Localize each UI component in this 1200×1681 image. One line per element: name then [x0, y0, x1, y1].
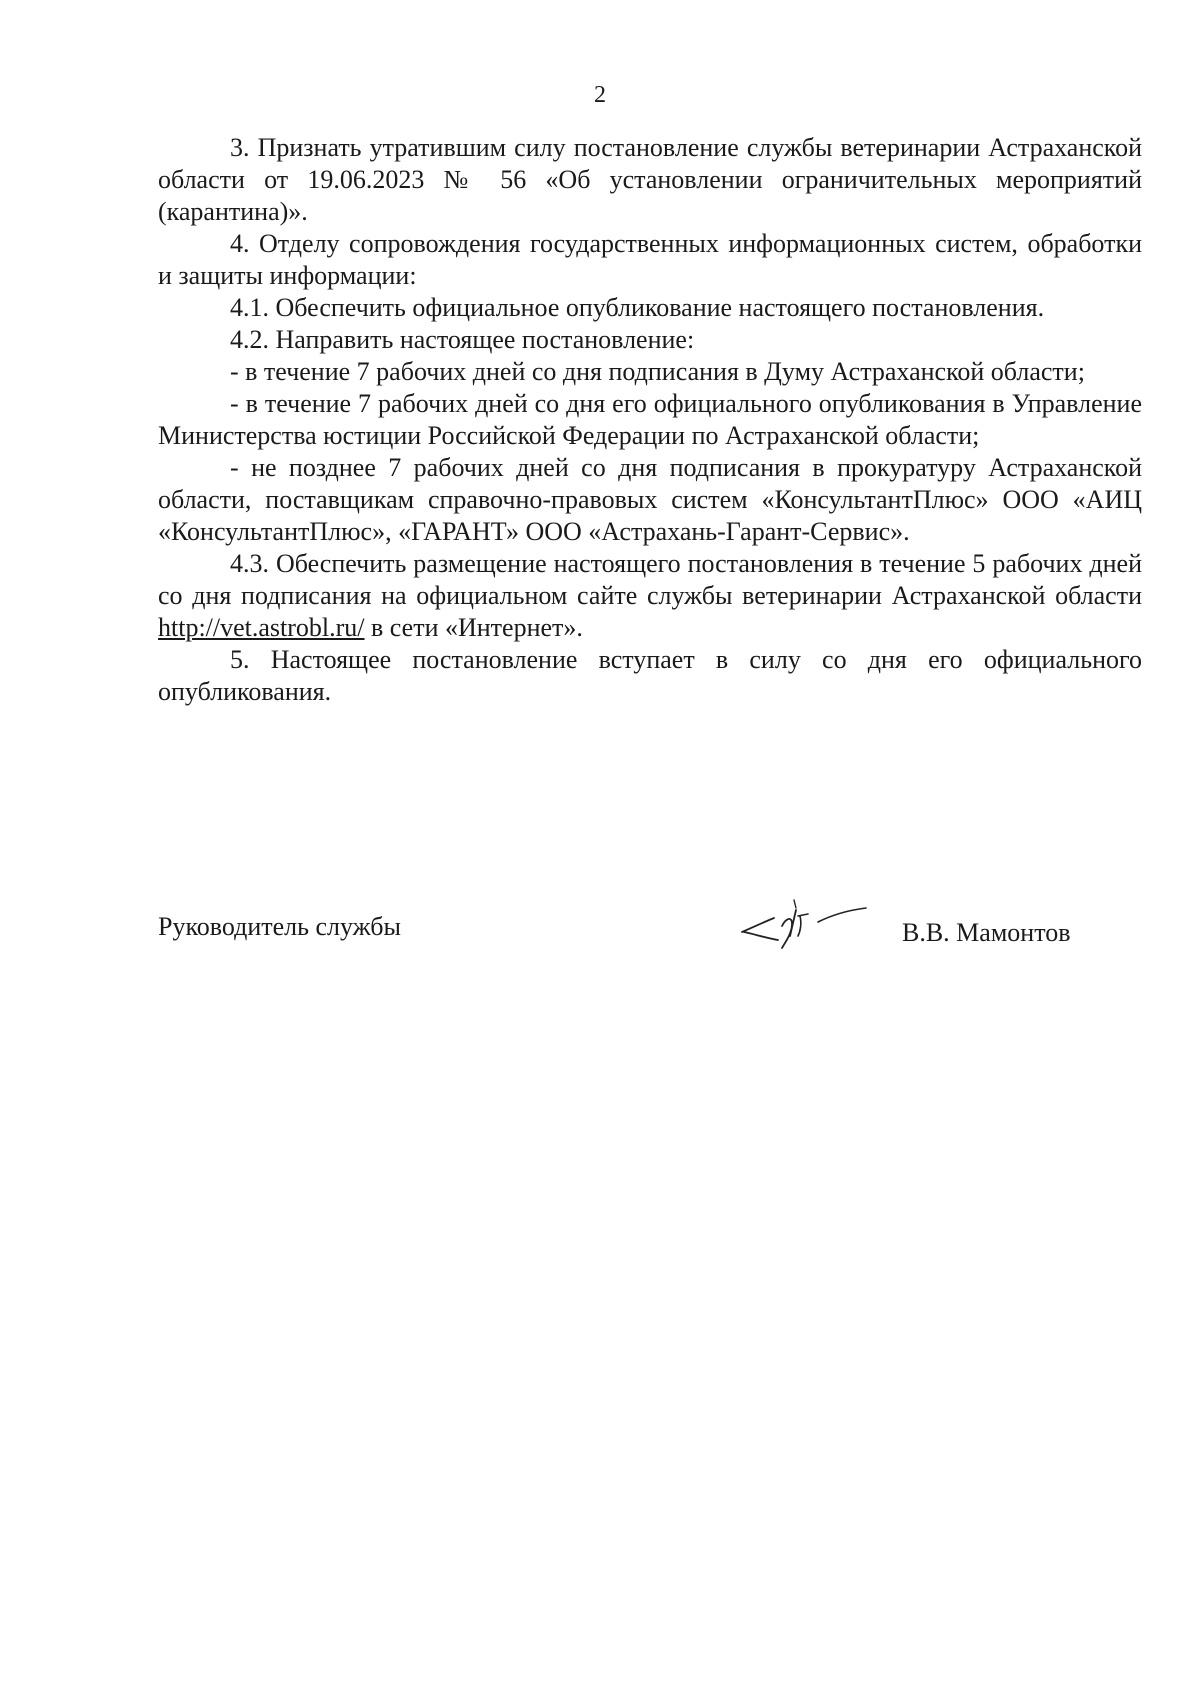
paragraph-4-1: 4.1. Обеспечить официальное опубликование настоящего постановления.	[230, 293, 1045, 322]
paragraph-4-3-tail: в сети «Интернет».	[364, 613, 583, 642]
signatory-name: В.В. Мамонтов	[902, 918, 1071, 947]
signature-block	[0, 912, 1200, 972]
paragraph-5: 5. Настоящее постановление вступает в силу со дня его официального опубликования.	[158, 645, 1142, 706]
page-number: 2	[594, 82, 606, 108]
paragraph-4: 4. Отделу сопровождения государственных информационных систем, обработки и защиты информации:	[158, 229, 1142, 290]
signatory-position: Руководитель службы	[158, 912, 401, 941]
paragraph-4-2-item-ministry: - в течение 7 рабочих дней со дня его официального опубликования в Управление Министерства юстиции Российской Федерации по Астраханской области;	[158, 389, 1142, 450]
website-link[interactable]: http://vet.astrobl.ru/	[158, 613, 365, 642]
paragraph-4-3	[158, 548, 1142, 644]
paragraph-4-2-item-prosecutor: - не позднее 7 рабочих дней со дня подписания в прокуратуру Астраханской области, поставщикам справочно-правовых систем «КонсультантПлюс» ООО «АИЦ «КонсультантПлюс», «ГАРАНТ» ООО «Астрахань-Гарант-Сервис».	[158, 453, 1142, 546]
document-body	[158, 132, 1142, 708]
paragraph-4-2-item-duma: - в течение 7 рабочих дней со дня подписания в Думу Астраханской области;	[230, 357, 1085, 386]
handwritten-signature	[738, 896, 870, 952]
paragraph-4-2: 4.2. Направить настоящее постановление:	[230, 325, 695, 354]
paragraph-3: 3. Признать утратившим силу постановление службы ветеринарии Астраханской области от 19.06.2023 № 56 «Об установлении ограничительных мероприятий (карантина)».	[158, 133, 1142, 226]
paragraph-4-3-text: 4.3. Обеспечить размещение настоящего постановления в течение 5 рабочих дней со дня подписания на официальном сайте службы ветеринарии Астраханской области	[158, 549, 1142, 610]
